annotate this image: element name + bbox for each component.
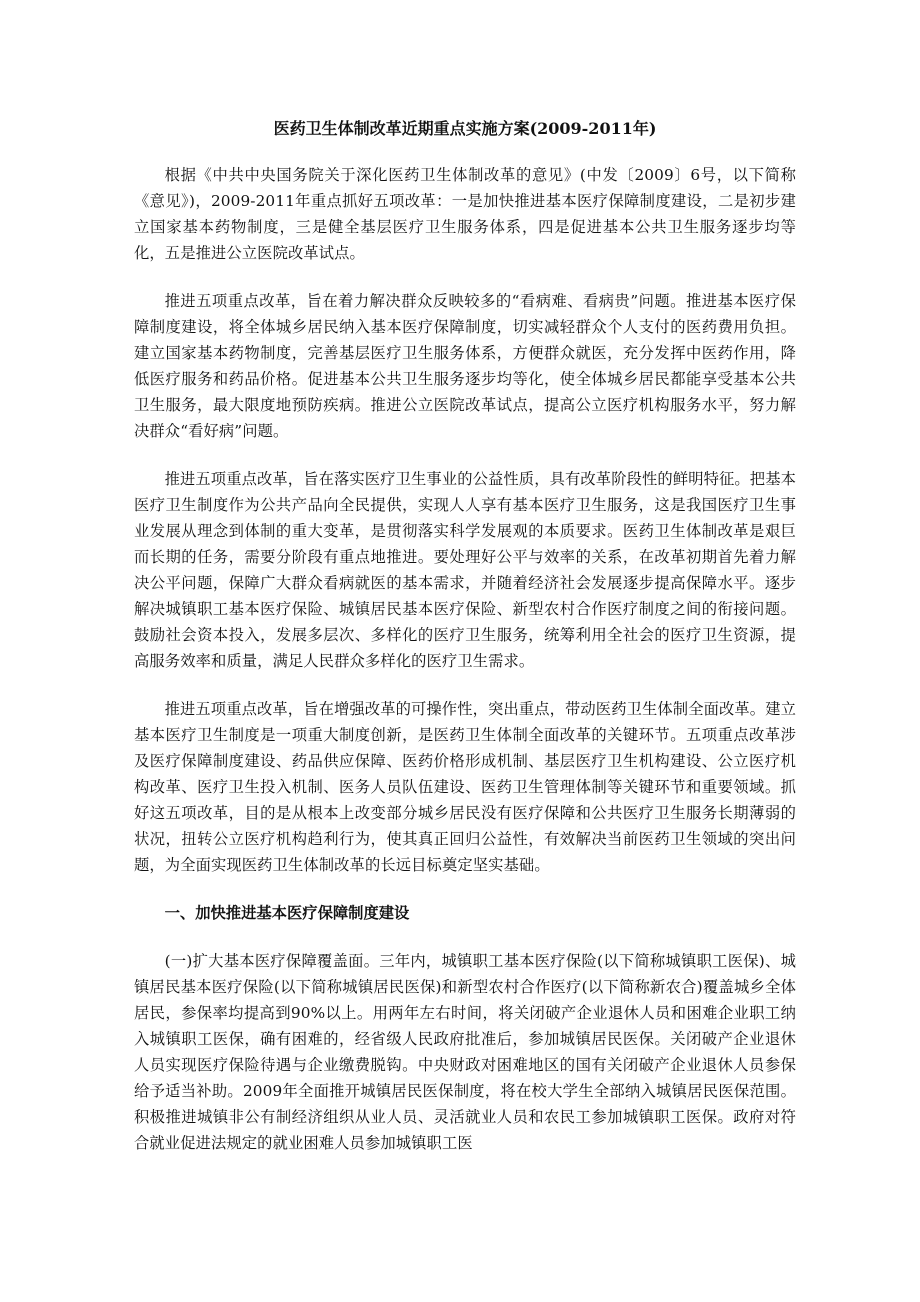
paragraph-goals: 推进五项重点改革，旨在着力解决群众反映较多的“看病难、看病贵”问题。推进基本医疗保障制度建设，将全体城乡居民纳入基本医疗保障制度，切实减轻群众个人支付的医药费用负担。建立国家基本药物制度，完善基层医疗卫生服务体系，方便群众就医，充分发挥中医药作用，降低医疗服务和药品价格。促进基本公共卫生服务逐步均等化，使全体城乡居民都能享受基本公共卫生服务，最大限度地预防疾病。推进公立医院改革试点，提高公立医疗机构服务水平，努力解决群众“看好病”问题。 — [134, 292, 796, 440]
paragraph-operability: 推进五项重点改革，旨在增强改革的可操作性，突出重点，带动医药卫生体制全面改革。建立基本医疗卫生制度是一项重大制度创新，是医药卫生体制全面改革的关键环节。五项重点改革涉及医疗保障制度建设、药品供应保障、医药价格形成机制、基层医疗卫生机构建设、公立医疗机构改革、医疗卫生投入机制、医务人员队伍建设、医药卫生管理体制等关键环节和重要领域。抓好这五项改革，目的是从根本上改变部分城乡居民没有医疗保障和公共医疗卫生服务长期薄弱的状况，扭转公立医疗机构趋利行为，使其真正回归公益性，有效解决当前医药卫生领域的突出问题，为全面实现医药卫生体制改革的长远目标奠定坚实基础。 — [134, 700, 796, 874]
paragraph-coverage: (一)扩大基本医疗保障覆盖面。三年内，城镇职工基本医疗保险(以下简称城镇职工医保)、城镇居民基本医疗保险(以下简称城镇居民医保)和新型农村合作医疗(以下简称新农合)覆盖城乡全体居民，参保率均提高到90%以上。用两年左右时间，将关闭破产企业退休人员和困难企业职工纳入城镇职工医保，确有困难的，经省级人民政府批准后，参加城镇居民医保。关闭破产企业退休人员实现医疗保险待遇与企业缴费脱钩。中央财政对困难地区的国有关闭破产企业退休人员参保给予适当补助。2009年全面推开城镇居民医保制度，将在校大学生全部纳入城镇居民医保范围。积极推进城镇非公有制经济组织从业人员、灵活就业人员和农民工参加城镇职工医保。政府对符合就业促进法规定的就业困难人员参加城镇职工医 — [134, 952, 796, 1152]
paragraph-public-welfare: 推进五项重点改革，旨在落实医疗卫生事业的公益性质，具有改革阶段性的鲜明特征。把基本医疗卫生制度作为公共产品向全民提供，实现人人享有基本医疗卫生服务，这是我国医疗卫生事业发展从理念到体制的重大变革，是贯彻落实科学发展观的本质要求。医药卫生体制改革是艰巨而长期的任务，需要分阶段有重点地推进。要处理好公平与效率的关系，在改革初期首先着力解决公平问题，保障广大群众看病就医的基本需求，并随着经济社会发展逐步提高保障水平。逐步解决城镇职工基本医疗保险、城镇居民基本医疗保险、新型农村合作医疗制度之间的衔接问题。鼓励社会资本投入，发展多层次、多样化的医疗卫生服务，统筹利用全社会的医疗卫生资源，提高服务效率和质量，满足人民群众多样化的医疗卫生需求。 — [134, 470, 796, 670]
paragraph-intro: 根据《中共中央国务院关于深化医药卫生体制改革的意见》(中发〔2009〕6号，以下简称《意见》)，2009-2011年重点抓好五项改革：一是加快推进基本医疗保障制度建设，二是初步建立国家基本药物制度，三是健全基层医疗卫生服务体系，四是促进基本公共卫生服务逐步均等化，五是推进公立医院改革试点。 — [134, 166, 796, 262]
document-title: 医药卫生体制改革近期重点实施方案(2009-2011年) — [273, 119, 657, 138]
document-page — [134, 100, 796, 1178]
section-heading: 一、加快推进基本医疗保障制度建设 — [164, 904, 410, 922]
